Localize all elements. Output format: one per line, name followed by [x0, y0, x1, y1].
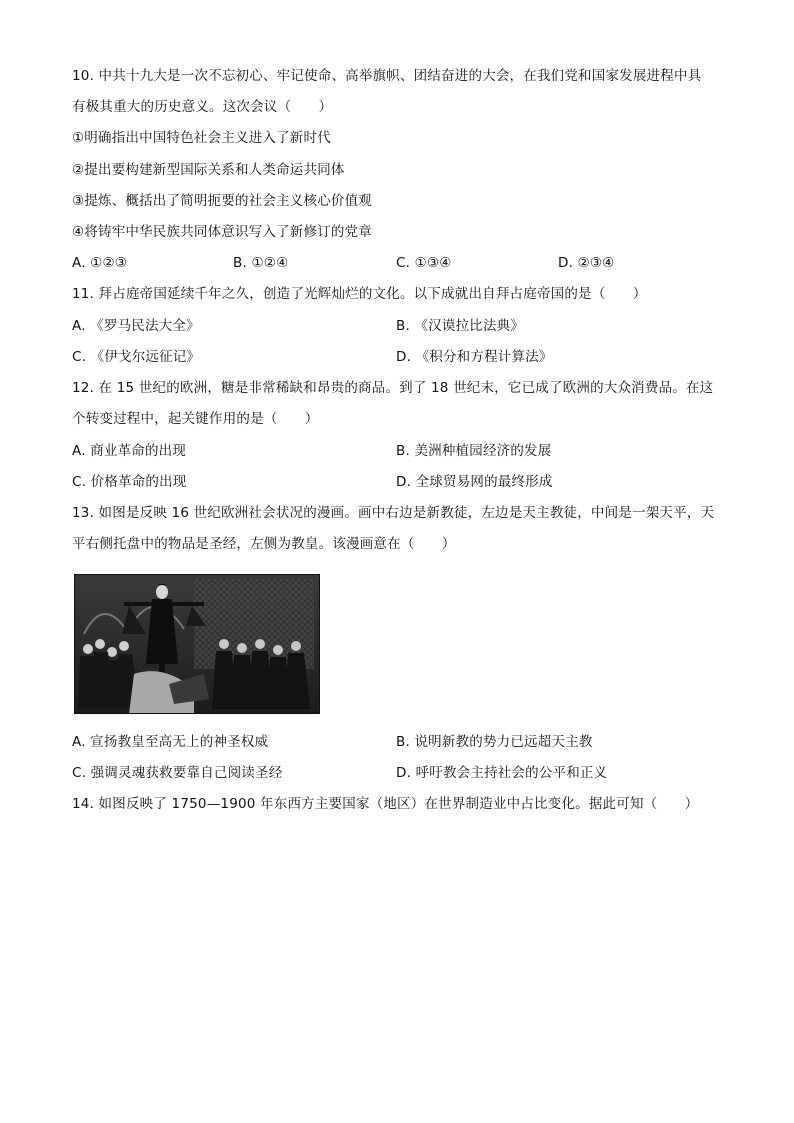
q11-option-c[interactable]: C. 《伊戈尔远征记》 [72, 349, 201, 365]
q14-stem-line1: 14. 如图反映了 1750—1900 年东西方主要国家（地区）在世界制造业中占比变化。据此可知（ ） [72, 796, 699, 812]
q12-option-b[interactable]: B. 美洲种植园经济的发展 [396, 443, 552, 459]
q12-option-a[interactable]: A. 商业革命的出现 [72, 443, 187, 459]
q11-stem-line1: 11. 拜占庭帝国延续千年之久，创造了光辉灿烂的文化。以下成就出自拜占庭帝国的是（ ） [72, 286, 647, 302]
q11-option-d[interactable]: D. 《积分和方程计算法》 [396, 349, 553, 365]
q10-item-2: ②提出要构建新型国际关系和人类命运共同体 [72, 162, 345, 178]
q13-option-b[interactable]: B. 说明新教的势力已远超天主教 [396, 734, 593, 750]
q13-option-d[interactable]: D. 呼吁教会主持社会的公平和正义 [396, 765, 608, 781]
q13-option-a[interactable]: A. 宣扬教皇至高无上的神圣权威 [72, 734, 269, 750]
q10-option-a[interactable]: A. ①②③ [72, 255, 128, 271]
q10-option-d[interactable]: D. ②③④ [558, 255, 615, 271]
q13-stem-line2: 平右侧托盘中的物品是圣经，左侧为教皇。该漫画意在（ ） [72, 536, 456, 552]
q10-item-4: ④将铸牢中华民族共同体意识写入了新修订的党章 [72, 224, 373, 240]
q12-option-c[interactable]: C. 价格革命的出现 [72, 474, 187, 490]
q11-option-b[interactable]: B. 《汉谟拉比法典》 [396, 318, 525, 334]
q10-option-c[interactable]: C. ①③④ [396, 255, 452, 271]
q10-option-b[interactable]: B. ①②④ [233, 255, 289, 271]
q10-item-1: ①明确指出中国特色社会主义进入了新时代 [72, 130, 331, 146]
q10-stem-line2: 有极其重大的历史意义。这次会议（ ） [72, 99, 333, 115]
q12-stem-line1: 12. 在 15 世纪的欧洲，糖是非常稀缺和昂贵的商品。到了 18 世纪末，它已成了欧洲的大众消费品。在这 [72, 380, 714, 396]
q10-stem-line1: 10. 中共十九大是一次不忘初心、牢记使命、高举旗帜、团结奋进的大会，在我们党和国家发展进程中具 [72, 68, 702, 84]
q11-option-a[interactable]: A. 《罗马民法大全》 [72, 318, 200, 334]
q13-option-c[interactable]: C. 强调灵魂获救要靠自己阅读圣经 [72, 765, 283, 781]
q12-option-d[interactable]: D. 全球贸易网的最终形成 [396, 474, 553, 490]
q12-stem-line2: 个转变过程中，起关键作用的是（ ） [72, 411, 319, 427]
q10-item-3: ③提炼、概括出了简明扼要的社会主义核心价值观 [72, 193, 373, 209]
q13-stem-line1: 13. 如图是反映 16 世纪欧洲社会状况的漫画。画中右边是新教徒，左边是天主教徒，中间是一架天平，天 [72, 505, 715, 521]
cartoon-image [74, 574, 320, 714]
